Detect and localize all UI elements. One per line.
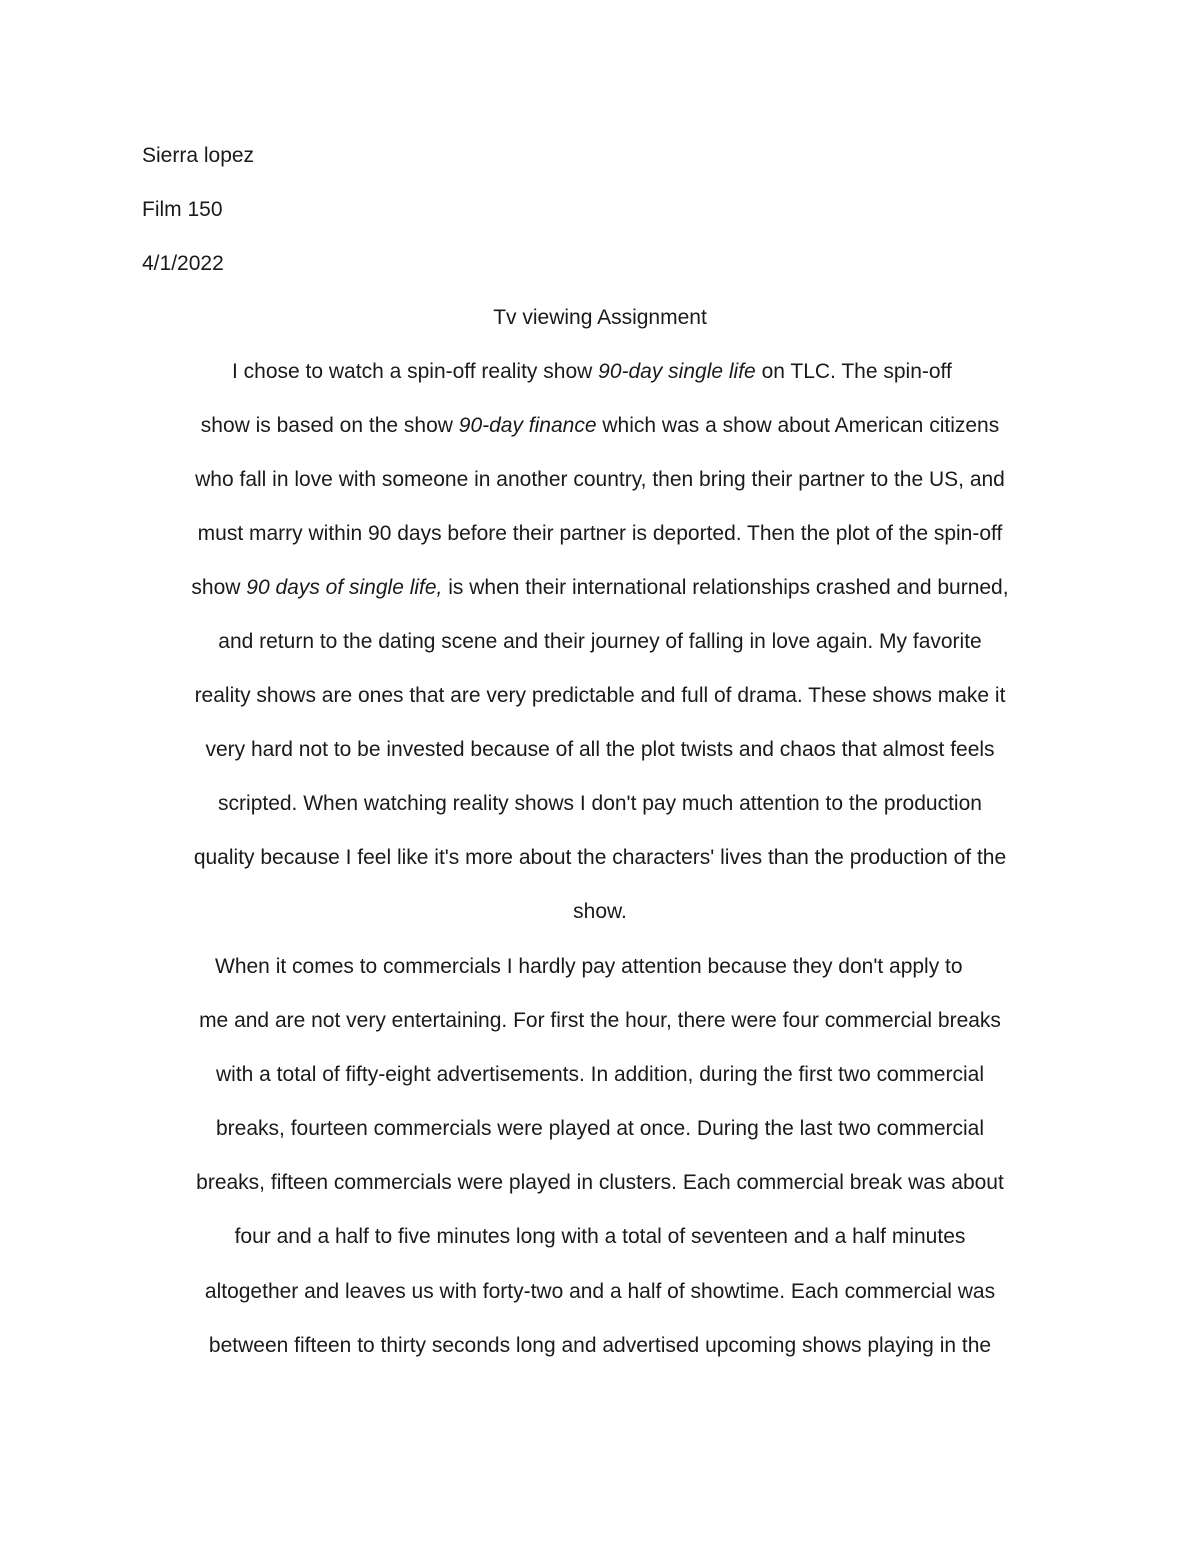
paragraph-2-line: breaks, fifteen commercials were played in clusters. Each commercial break was about <box>196 1171 1004 1194</box>
text-run: I chose to watch a spin-off reality show <box>232 360 599 383</box>
paragraph-1-line <box>0 576 1200 600</box>
paragraph-1-line: scripted. When watching reality shows I don't pay much attention to the production <box>218 792 982 815</box>
paragraph-1-line: very hard not to be invested because of all the plot twists and chaos that almost feels <box>205 738 995 761</box>
paragraph-2-line: four and a half to five minutes long with a total of seventeen and a half minutes <box>234 1225 966 1248</box>
paragraph-1-line: who fall in love with someone in another country, then bring their partner to the US, and <box>195 468 1005 491</box>
paragraph-2-line: altogether and leaves us with forty-two and a half of showtime. Each commercial was <box>204 1280 996 1303</box>
show-title: 90-day finance <box>458 414 597 437</box>
paragraph-2-line: When it comes to commercials I hardly pay attention because they don't apply to <box>215 955 963 978</box>
paragraph-2-line: me and are not very entertaining. For first the hour, there were four commercial breaks <box>199 1009 1001 1032</box>
text-run: show <box>191 576 247 599</box>
paragraph-2-line: with a total of fifty-eight advertisements. In addition, during the first two commercial <box>215 1063 984 1086</box>
paragraph-1-line <box>0 414 1200 438</box>
paragraph-2-line: between fifteen to thirty seconds long and advertised upcoming shows playing in the <box>208 1334 992 1357</box>
text-run: which was a show about American citizens <box>596 414 1000 437</box>
text-run: on TLC. The spin-off <box>755 360 952 383</box>
paragraph-1-line: and return to the dating scene and their journey of falling in love again. My favorite <box>218 630 982 653</box>
paragraph-1-line: show. <box>573 900 627 923</box>
paragraph-2-line: breaks, fourteen commercials were played at once. During the last two commercial <box>216 1117 984 1140</box>
document-title: Tv viewing Assignment <box>493 306 707 329</box>
author-name: Sierra lopez <box>142 144 255 167</box>
course-name: Film 150 <box>142 198 223 221</box>
assignment-date: 4/1/2022 <box>142 252 224 275</box>
paragraph-1-line <box>232 360 952 384</box>
paragraph-1-line: reality shows are ones that are very predictable and full of drama. These shows make it <box>194 684 1006 707</box>
paragraph-1-line: quality because I feel like it's more about the characters' lives than the production of the <box>193 846 1007 869</box>
show-title: 90-day single life <box>598 360 756 383</box>
text-run: show is based on the show <box>200 414 459 437</box>
paragraph-1-line: must marry within 90 days before their partner is deported. Then the plot of the spin-off <box>197 522 1003 545</box>
text-run: is when their international relationships crashed and burned, <box>442 576 1009 599</box>
show-title: 90 days of single life, <box>246 576 443 599</box>
